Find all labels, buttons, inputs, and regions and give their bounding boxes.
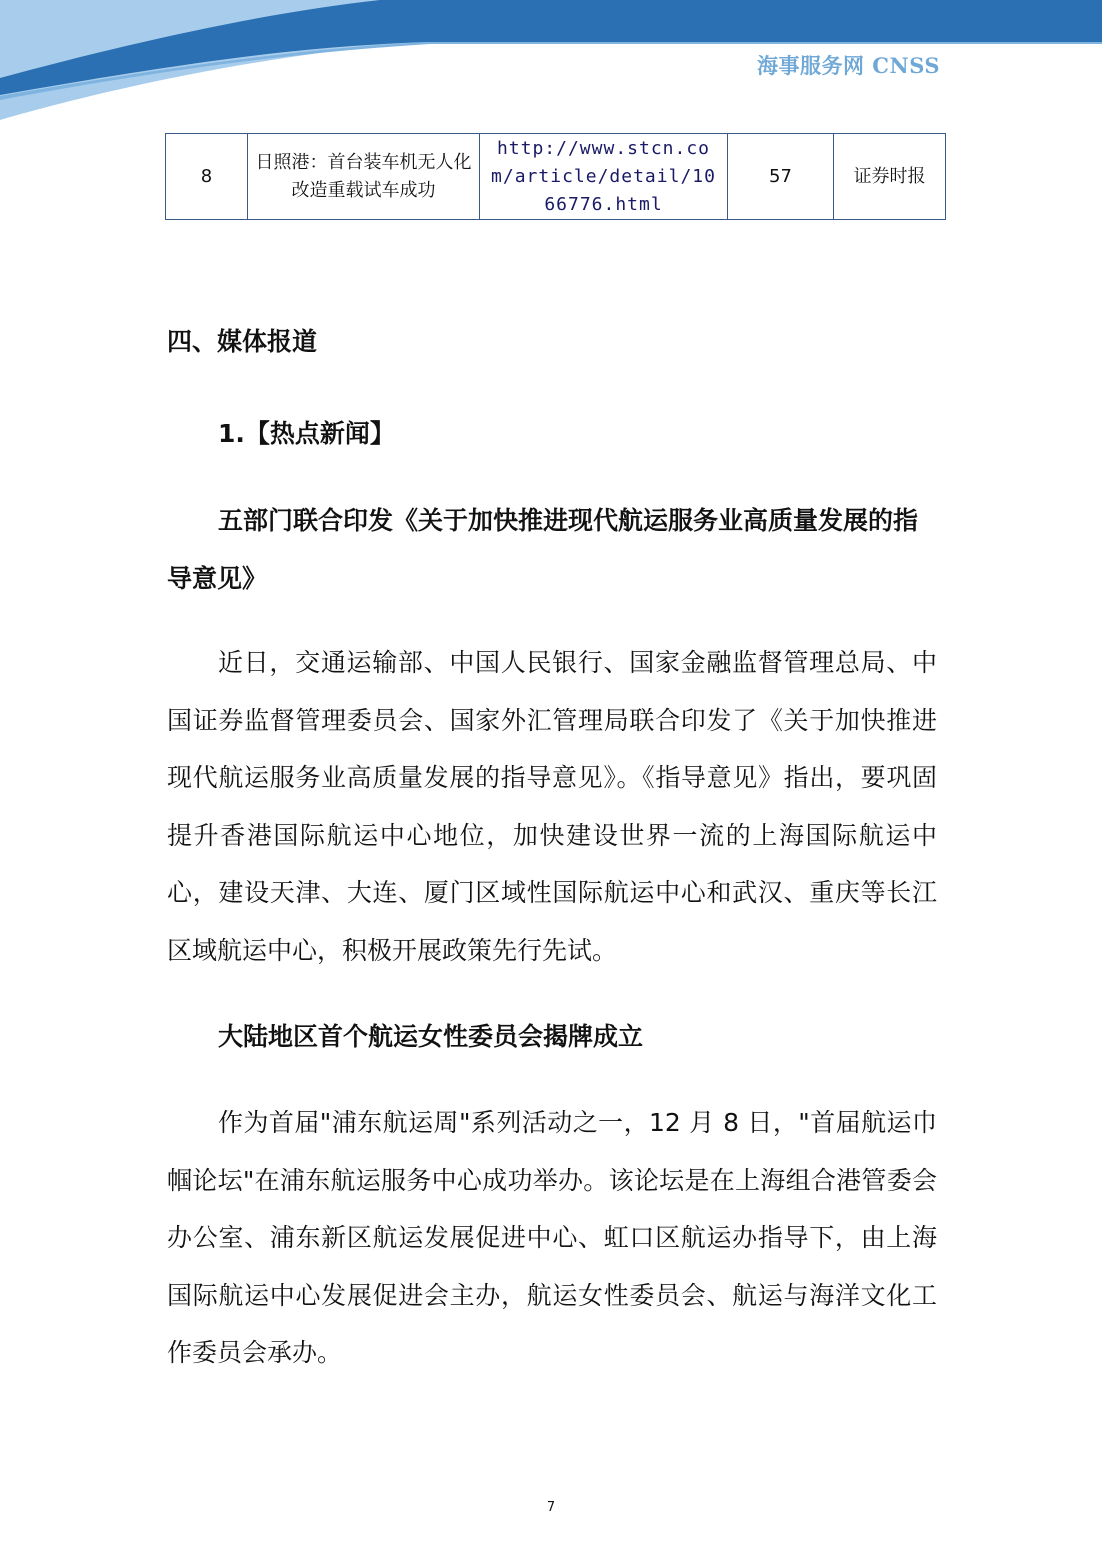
section-heading: 四、媒体报道 <box>167 327 318 356</box>
row-title: 日照港：首台装车机无人化改造重载试车成功 <box>248 134 480 220</box>
article-body-2: 作为首届"浦东航运周"系列活动之一，12 月 8 日，"首届航运巾帼论坛"在浦东航运服务中心成功举办。该论坛是在上海组合港管委会办公室、浦东新区航运发展促进中心、虹口区航运办指导下，由上海国际航运中心发展促进会主办，航运女性委员会、航运与海洋文化工作委员会承办。 <box>167 1108 937 1367</box>
brand-logo-text: 海事服务网 CNSS <box>757 53 941 78</box>
table-row <box>166 134 946 220</box>
news-table <box>165 133 946 220</box>
row-index: 8 <box>166 134 248 220</box>
row-source: 证券时报 <box>834 134 946 220</box>
article-title-1: 五部门联合印发《关于加快推进现代航运服务业高质量发展的指导意见》 <box>167 506 919 593</box>
page-number: 7 <box>546 1500 556 1515</box>
row-count: 57 <box>728 134 834 220</box>
row-url-link[interactable]: http://www.stcn.com/article/detail/1066776.html <box>480 134 728 220</box>
article-body-1: 近日，交通运输部、中国人民银行、国家金融监督管理总局、中国证券监督管理委员会、国家外汇管理局联合印发了《关于加快推进现代航运服务业高质量发展的指导意见》。《指导意见》指出，要巩固提升香港国际航运中心地位，加快建设世界一流的上海国际航运中心，建设天津、大连、厦门区域性国际航运中心和武汉、重庆等长江区域航运中心，积极开展政策先行先试。 <box>167 648 937 965</box>
sub-heading: 1.【热点新闻】 <box>218 419 395 448</box>
article-title-2: 大陆地区首个航运女性委员会揭牌成立 <box>218 1022 644 1051</box>
